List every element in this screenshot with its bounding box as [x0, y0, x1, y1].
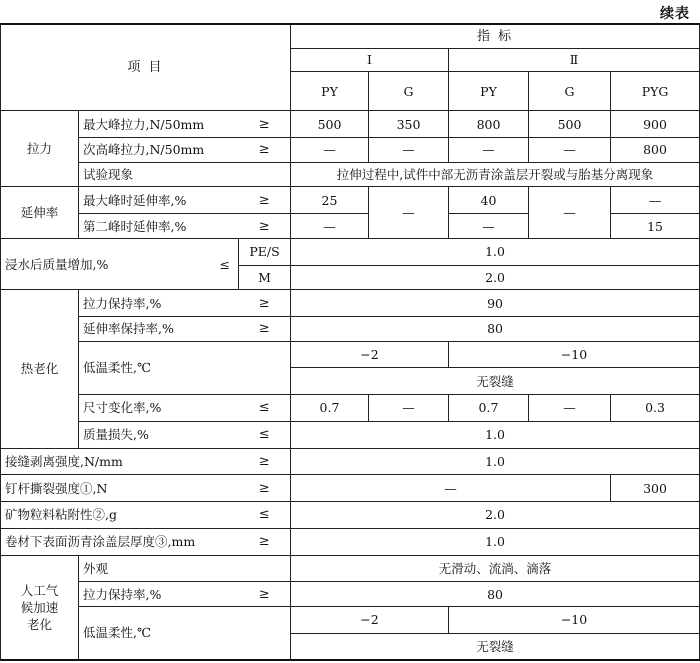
water-pes-label: PE/S	[239, 238, 291, 265]
row-label-aging-retention: 拉力保持率,%	[79, 582, 239, 607]
symbol-ge: ≥	[239, 448, 291, 475]
table-row	[1, 475, 700, 502]
row-label-mineral: 矿物粒料粘附性②,g	[1, 502, 239, 529]
header-type-1: Ⅰ	[291, 48, 449, 72]
cell: 无裂缝	[291, 633, 700, 660]
header-col-g-1: G	[369, 72, 449, 111]
symbol-ge: ≥	[239, 111, 291, 138]
cell: —	[529, 395, 611, 422]
cell: —	[611, 187, 700, 214]
cell: 80	[291, 582, 700, 607]
symbol-ge: ≥	[239, 582, 291, 607]
table-row	[1, 341, 700, 368]
cell: 25	[291, 187, 369, 214]
cell: 无滑动、流淌、滴落	[291, 555, 700, 582]
header-indicator: 指 标	[291, 24, 700, 48]
symbol-ge: ≥	[239, 290, 291, 317]
group-elongation: 延伸率	[1, 187, 79, 238]
row-label-nail: 钉杆撕裂强度①,N	[1, 475, 239, 502]
header-col-py-1: PY	[291, 72, 369, 111]
row-label-second-elong: 第二峰时延伸率,%	[79, 214, 239, 239]
cell: —	[529, 138, 611, 163]
table-row	[1, 111, 700, 138]
header-col-pyg: PYG	[611, 72, 700, 111]
header-col-py-2: PY	[449, 72, 529, 111]
row-label-water	[1, 238, 239, 289]
symbol-ge: ≥	[239, 475, 291, 502]
row-label-heat-lowtemp: 低温柔性,℃	[79, 341, 291, 394]
symbol-le: ≤	[219, 256, 230, 272]
table-row	[1, 138, 700, 163]
symbol-ge: ≥	[239, 187, 291, 214]
table-row	[1, 502, 700, 529]
symbol-ge: ≥	[239, 138, 291, 163]
table-row	[1, 238, 700, 265]
table-row	[1, 448, 700, 475]
row-label-max-tensile: 最大峰拉力,N/50mm	[79, 111, 239, 138]
cell: 1.0	[291, 448, 700, 475]
row-label-test: 试验现象	[79, 162, 291, 187]
cell: 800	[611, 138, 700, 163]
symbol-ge: ≥	[239, 316, 291, 341]
cell: —	[369, 187, 449, 238]
cell: 500	[291, 111, 369, 138]
symbol-le: ≤	[239, 502, 291, 529]
cell: —	[369, 138, 449, 163]
cell: 40	[449, 187, 529, 214]
row-label-heat-retention: 拉力保持率,%	[79, 290, 239, 317]
cell: 1.0	[291, 528, 700, 555]
water-m-label: M	[239, 265, 291, 290]
row-label-appearance: 外观	[79, 555, 291, 582]
table-row	[1, 421, 700, 448]
cell: —	[529, 187, 611, 238]
cell: 无裂缝	[291, 368, 700, 395]
row-label-aging-lowtemp: 低温柔性,℃	[79, 606, 291, 660]
water-label-text: 浸水后质量增加,%	[5, 256, 109, 272]
table-row	[1, 395, 700, 422]
table-row	[1, 162, 700, 187]
cell: 0.3	[611, 395, 700, 422]
header-item: 项 目	[1, 24, 291, 111]
table-row	[1, 606, 700, 633]
cell: 300	[611, 475, 700, 502]
cell: —	[291, 475, 611, 502]
cell: —	[449, 214, 529, 239]
table-row	[1, 528, 700, 555]
row-label-heat-mass: 质量损失,%	[79, 421, 239, 448]
cell: 0.7	[291, 395, 369, 422]
row-label-max-elong: 最大峰时延伸率,%	[79, 187, 239, 214]
cell: —	[449, 138, 529, 163]
table-row	[1, 290, 700, 317]
header-col-g-2: G	[529, 72, 611, 111]
cell: −2	[291, 606, 449, 633]
table-row	[1, 187, 700, 214]
cell: 80	[291, 316, 700, 341]
row-label-thickness: 卷材下表面沥青涂盖层厚度③,mm	[1, 528, 239, 555]
cell: 90	[291, 290, 700, 317]
specification-table	[0, 23, 700, 661]
cell: 900	[611, 111, 700, 138]
cell: 15	[611, 214, 700, 239]
row-label-heat-dim: 尺寸变化率,%	[79, 395, 239, 422]
cell: —	[291, 138, 369, 163]
cell-test-phenomenon: 拉伸过程中,试件中部无沥青涂盖层开裂或与胎基分离现象	[291, 162, 700, 187]
cell: —	[369, 395, 449, 422]
cell: −2	[291, 341, 449, 368]
header-type-2: Ⅱ	[449, 48, 700, 72]
cell: 0.7	[449, 395, 529, 422]
table-caption: 续表	[660, 6, 690, 22]
table-row	[1, 316, 700, 341]
group-weathering: 人工气候加速老化	[1, 555, 79, 660]
table-row	[1, 582, 700, 607]
cell: 2.0	[291, 265, 700, 290]
row-label-heat-elong: 延伸率保持率,%	[79, 316, 239, 341]
group-heat-aging: 热老化	[1, 290, 79, 448]
symbol-ge: ≥	[239, 214, 291, 239]
cell: —	[291, 214, 369, 239]
cell: 800	[449, 111, 529, 138]
row-label-second-tensile: 次高峰拉力,N/50mm	[79, 138, 239, 163]
cell: −10	[449, 606, 700, 633]
row-label-peel: 接缝剥离强度,N/mm	[1, 448, 239, 475]
cell: 2.0	[291, 502, 700, 529]
symbol-ge: ≥	[239, 528, 291, 555]
cell: −10	[449, 341, 700, 368]
symbol-le: ≤	[239, 395, 291, 422]
group-tensile: 拉力	[1, 111, 79, 187]
cell: 500	[529, 111, 611, 138]
cell: 1.0	[291, 238, 700, 265]
symbol-le: ≤	[239, 421, 291, 448]
table-row	[1, 555, 700, 582]
cell: 350	[369, 111, 449, 138]
cell: 1.0	[291, 421, 700, 448]
